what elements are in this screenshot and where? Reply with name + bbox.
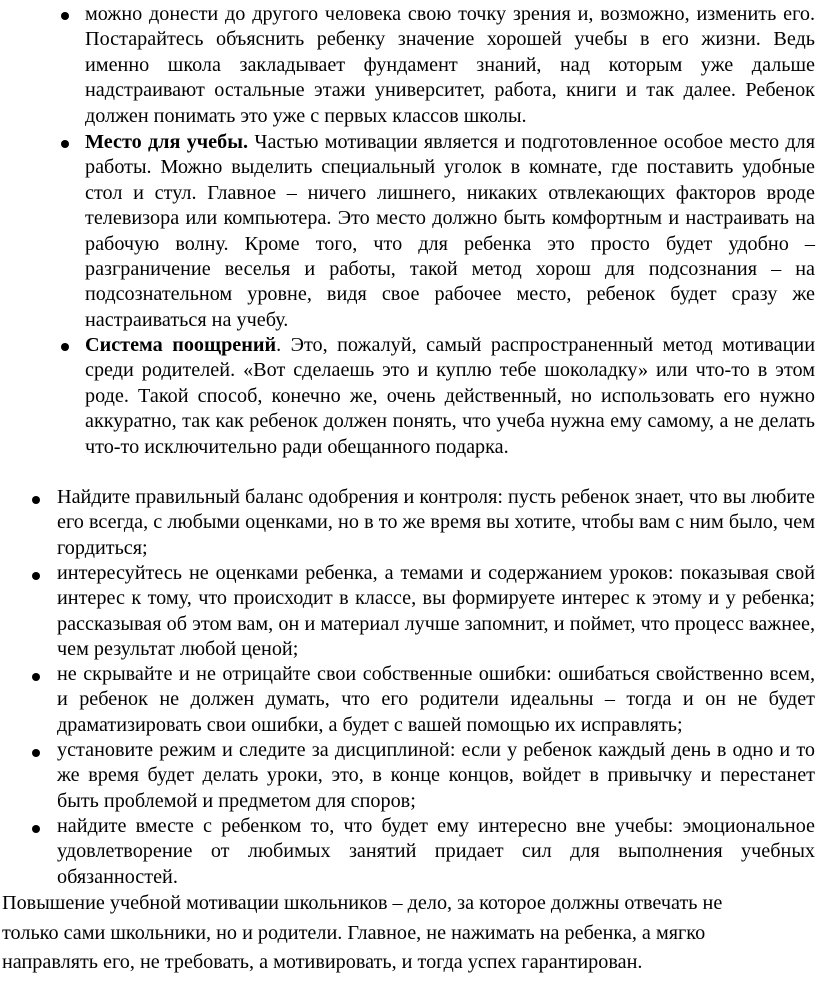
- list-item: [85, 2, 815, 129]
- closing-line: только сами школьники, но и родители. Главное, не нажимать на ребенка, а мягко: [2, 921, 706, 944]
- bullet-icon: [32, 572, 40, 580]
- item-text: интересуйтесь не оценками ребенка, а темами и содержанием уроков: показывая свой интерес к тому, что происходит в классе, вы формируете интерес к этому и у ребенка; рассказывая об этом вам, он и материал лучше запомнит, и поймет, что процесс важнее, чем результат любой ценой;: [57, 562, 815, 661]
- bullet-icon: [61, 140, 69, 148]
- list-item: [57, 561, 815, 663]
- item-text: можно донести до другого человека свою точку зрения и, возможно, изменить его. Постарайтесь объяснить ребенку значение хорошей учебы в его жизни. Ведь именно школа закладывает фундамент знаний, над которым уже дальше надстраивают остальные этажи университет, работа, книги и так далее. Ребенок должен понимать это уже с первых классов школы.: [85, 3, 815, 127]
- item-text: . Это, пожалуй, самый распространенный метод мотивации среди родителей. «Вот сделаешь это и куплю тебе шоколадку» или что-то в этом роде. Такой способ, конечно же, очень действенный, но использовать его нужно аккуратно, так как ребенок должен понять, что учеба нужна ему самому, а не делать что-то исключительно ради обещанного подарка.: [85, 334, 815, 458]
- item-text: найдите вместе с ребенком то, что будет ему интересно вне учебы: эмоциональное удовлетворение от любимых занятий придает сил для выполнения учебных обязанностей.: [57, 815, 815, 888]
- closing-line: направлять его, не требовать, а мотивировать, и тогда успех гарантирован.: [2, 951, 643, 973]
- list-item: [57, 485, 815, 561]
- bullet-icon: [61, 12, 69, 20]
- list-item: [85, 130, 815, 333]
- item-text: Найдите правильный баланс одобрения и контроля: пусть ребенок знает, что вы любите его всегда, с любыми оценками, но в то же время вы хотите, чтобы вам с ним было, чем гордиться;: [57, 486, 815, 559]
- bullet-icon: [32, 673, 40, 681]
- bullet-icon: [32, 496, 40, 504]
- bullet-icon: [32, 749, 40, 757]
- list-item: [57, 814, 815, 890]
- bullet-icon: [61, 343, 69, 351]
- list-item: [57, 738, 815, 814]
- item-text: установите режим и следите за дисциплиной: если у ребенок каждый день в одно и то же время будет делать уроки, это, в конце концов, войдет в привычку и перестанет быть проблемой и предметом для споров;: [57, 739, 815, 812]
- bullet-icon: [32, 825, 40, 833]
- item-label: Система поощрений: [85, 334, 277, 356]
- item-text: не скрывайте и не отрицайте свои собственные ошибки: ошибаться свойственно всем, и ребенок не должен думать, что его родители идеальны – тогда и он не будет драматизировать свои ошибки, а будет с вашей помощью их исправлять;: [57, 663, 815, 736]
- closing-line: Повышение учебной мотивации школьников – дело, за которое должны отвечать не: [2, 892, 723, 914]
- list-item: [85, 333, 815, 460]
- list-item: [57, 662, 815, 738]
- item-text: Частью мотивации является и подготовленное особое место для работы. Можно выделить специальный уголок в комнате, где поставить удобные стол и стул. Главное – ничего лишнего, никаких отвлекающих факторов вроде телевизора или компьютера. Это место должно быть комфортным и настраивать на рабочую волну. Кроме того, что для ребенка это просто будет удобно – разграничение веселья и работы, такой метод хорош для подсознания – на подсознательном уровне, видя свое рабочее место, ребенок будет сразу же настраиваться на учебу.: [85, 131, 815, 331]
- closing-paragraph: [2, 889, 802, 978]
- item-label: Место для учебы.: [85, 131, 249, 153]
